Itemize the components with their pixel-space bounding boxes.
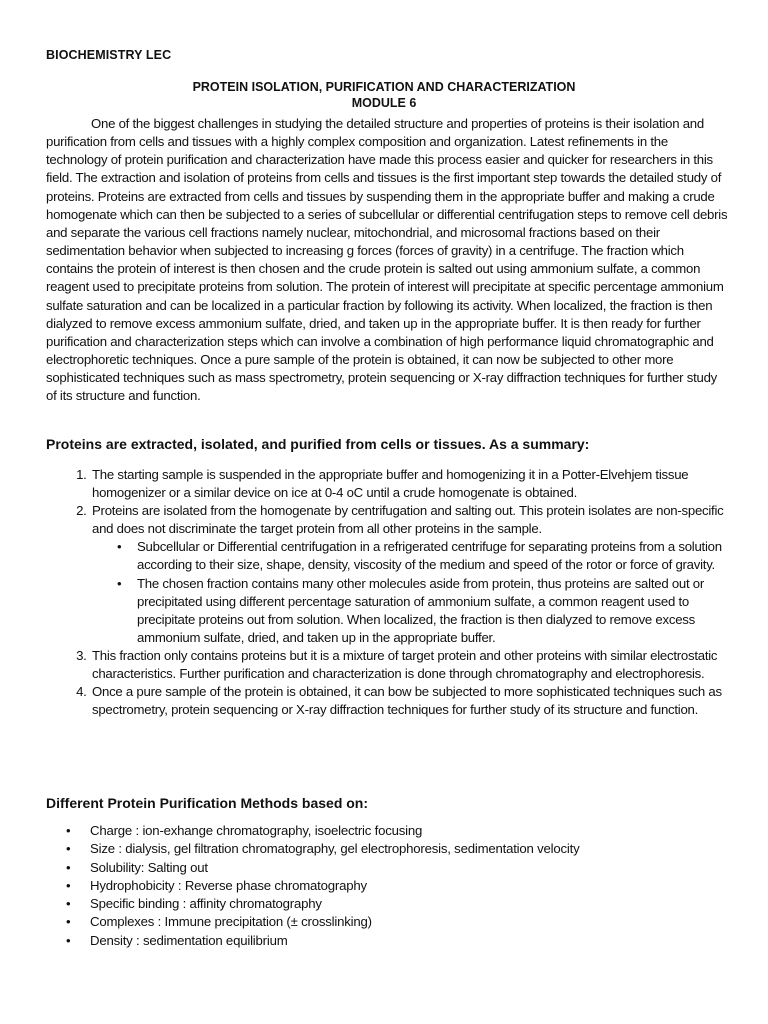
step-sub-list: [92, 538, 728, 647]
summary-heading: Proteins are extracted, isolated, and purified from cells or tissues. As a summary:: [46, 436, 590, 452]
intro-paragraph: One of the biggest challenges in studying the detailed structure and properties of proteins is their isolation and purification from cells and tissues with a highly complex composition and organization. Latest refinements in the technology of protein purification and characterization have made this process easier and quicker for researchers in this field. The extraction and isolation of proteins from cells and tissues is the first important step towards the detailed study of proteins. Proteins are extracted from cells and tissues by suspending them in the appropriate buffer and making a crude homogenate which can then be subjected to a series of subcellular or differential centrifugation steps to remove cell debris and separate the various cell fractions namely nuclear, mitochondrial, and microsomal fractions based on their sedimentation behavior when subjected to increasing g forces (forces of gravity) in a centrifuge. The fraction which contains the protein of interest is then chosen and the crude protein is salted out using ammonium sulfate, a common reagent used to precipitate proteins from solution. The protein of interest will precipitate at specific percentage ammonium sulfate saturation and can be localized in a particular fraction by following its activity. When localized, the fraction is then dialyzed to remove excess ammonium sulfate, dried, and taken up in the appropriate buffer. It is then ready for further purification and characterization steps which can involve a combination of high performance liquid chromatographic and electrophoretic techniques. Once a pure sample of the protein is obtained, it can now be subjected to other more sophisticated techniques such as mass spectrometry, protein sequencing or X-ray diffraction techniques for further study of its structure and function.: [46, 116, 728, 404]
methods-list: [46, 822, 728, 950]
sub-list-item: • Subcellular or Differential centrifugation in a refrigerated centrifuge for separating proteins from a solution according to their size, shape, density, viscosity of the medium and speed of the rotor or force of gravity.: [117, 538, 728, 574]
sub-list-item: • The chosen fraction contains many other molecules aside from protein, thus proteins are salted out or precipitated using different percentage saturation of ammonium sulfate, a common reagent used to precipitate proteins out from solution. When localized, the fraction is then dialyzed to remove excess ammonium sulfate, dried, and taken up in the appropriate buffer.: [117, 575, 728, 647]
step-item: [90, 502, 728, 647]
module-label: MODULE 6: [351, 96, 417, 110]
course-label: BIOCHEMISTRY LEC: [46, 48, 172, 62]
step-item: [90, 683, 728, 719]
title-block: [46, 79, 722, 111]
method-item: • Density : sedimentation equilibrium: [90, 932, 728, 950]
summary-steps-list: [46, 466, 728, 719]
step-text: The starting sample is suspended in the appropriate buffer and homogenizing it in a Potter-Elvehjem tissue homogenizer or a similar device on ice at 0-4 oC until a crude homogenate is obtained.: [92, 467, 689, 501]
method-item: • Size : dialysis, gel filtration chromatography, gel electrophoresis, sedimentation velocity: [90, 840, 728, 858]
step-text: This fraction only contains proteins but it is a mixture of target protein and other proteins with similar electrostatic characteristics. Further purification and characterization is done through chromatography and electrophoresis.: [92, 647, 718, 682]
step-item: [90, 647, 728, 683]
method-item: • Charge : ion-exhange chromatography, isoelectric focusing: [90, 822, 728, 840]
step-text: Proteins are isolated from the homogenate by centrifugation and salting out. This protein isolates are non-specific and does not discriminate the target protein from all other proteins in the sample.: [92, 503, 724, 537]
step-text: Once a pure sample of the protein is obtained, it can bow be subjected to more sophisticated techniques such as spectrometry, protein sequencing or X-ray diffraction techniques for further study of its structure and function.: [92, 684, 722, 718]
method-item: • Solubility: Salting out: [90, 859, 728, 877]
document-title: PROTEIN ISOLATION, PURIFICATION AND CHARACTERIZATION: [192, 80, 576, 94]
method-item: • Complexes : Immune precipitation (± crosslinking): [90, 913, 728, 931]
method-item: • Hydrophobicity : Reverse phase chromatography: [90, 877, 728, 895]
step-item: [90, 466, 728, 502]
methods-heading: Different Protein Purification Methods based on:: [46, 795, 369, 811]
method-item: • Specific binding : affinity chromatography: [90, 895, 728, 913]
